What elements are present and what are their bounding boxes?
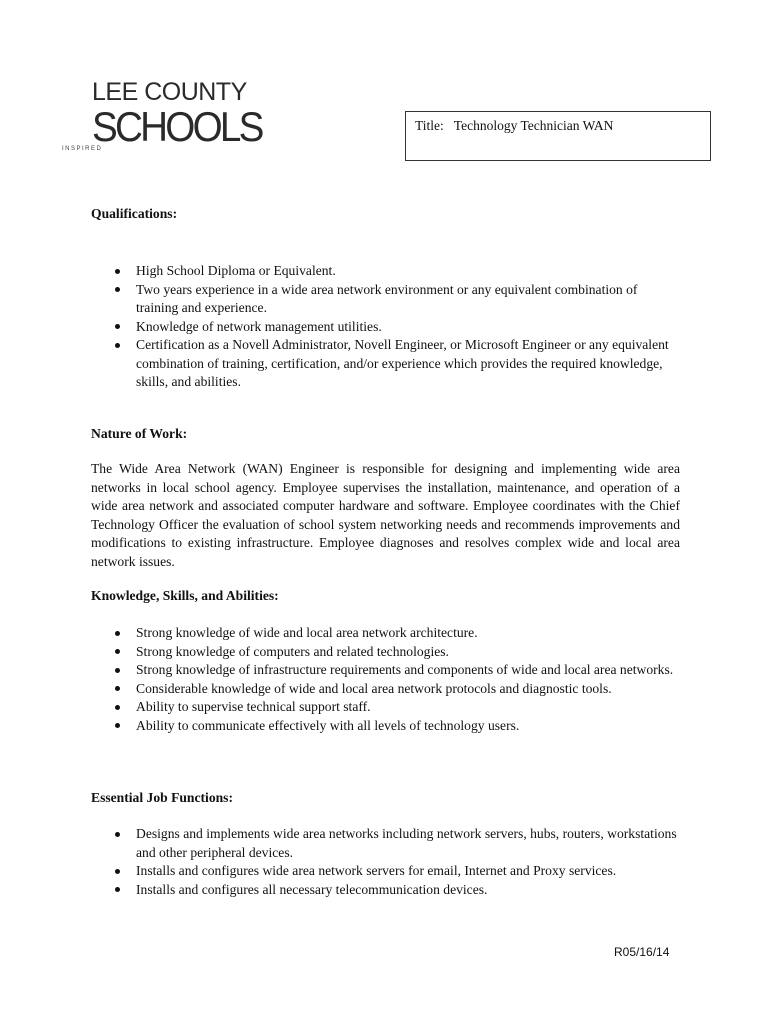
list-item: Ability to communicate effectively with all levels of technology users. [113, 717, 683, 736]
essential-functions-heading: Essential Job Functions: [91, 790, 234, 805]
list-item: Designs and implements wide area networks including network servers, hubs, routers, workstations and other peripheral devices. [113, 825, 683, 862]
ksa-list [113, 624, 683, 735]
list-item: Considerable knowledge of wide and local area network protocols and diagnostic tools. [113, 680, 683, 699]
ksa-heading: Knowledge, Skills, and Abilities: [91, 588, 279, 603]
list-item: Ability to supervise technical support staff. [113, 698, 683, 717]
nature-of-work-paragraph: The Wide Area Network (WAN) Engineer is responsible for designing and implementing wide area networks in local school agency. Employee supervises the installation, maintenance, and operation of a wide area network and associated computer hardware and software. Employee coordinates with the Chief Technology Officer the evaluation of school system networking needs and recommends improvements and modifications to existing infrastructure. Employee diagnoses and resolves complex wide and local area network issues. [91, 461, 680, 569]
list-item: Installs and configures wide area network servers for email, Internet and Proxy services. [113, 862, 683, 881]
list-item: Knowledge of network management utilities. [113, 318, 683, 337]
job-title-label: Title: [415, 118, 444, 133]
logo-line-2: SCHOOLS [92, 103, 262, 150]
qualifications-heading: Qualifications: [91, 206, 178, 221]
revision-code: R05/16/14 [614, 945, 670, 959]
list-item: Installs and configures all necessary telecommunication devices. [113, 881, 683, 900]
list-item: Two years experience in a wide area network environment or any equivalent combination of training and experience. [113, 281, 683, 318]
list-item: High School Diploma or Equivalent. [113, 262, 683, 281]
list-item: Certification as a Novell Administrator, Novell Engineer, or Microsoft Engineer or any equivalent combination of training, certification, and/or experience which provides the required knowledge, skills, and abilities. [113, 336, 683, 392]
nature-of-work-heading: Nature of Work: [91, 426, 188, 441]
logo-tagline: INSPIRED [62, 146, 103, 152]
logo-line-1: LEE COUNTY [92, 78, 247, 106]
list-item: Strong knowledge of computers and related technologies. [113, 643, 683, 662]
job-title-box [405, 111, 711, 161]
job-title-value: Technology Technician WAN [453, 118, 614, 133]
list-item: Strong knowledge of wide and local area network architecture. [113, 624, 683, 643]
qualifications-list [113, 262, 683, 392]
lee-county-schools-logo [92, 78, 262, 158]
list-item: Strong knowledge of infrastructure requirements and components of wide and local area networks. [113, 661, 683, 680]
essential-functions-list [113, 825, 683, 899]
